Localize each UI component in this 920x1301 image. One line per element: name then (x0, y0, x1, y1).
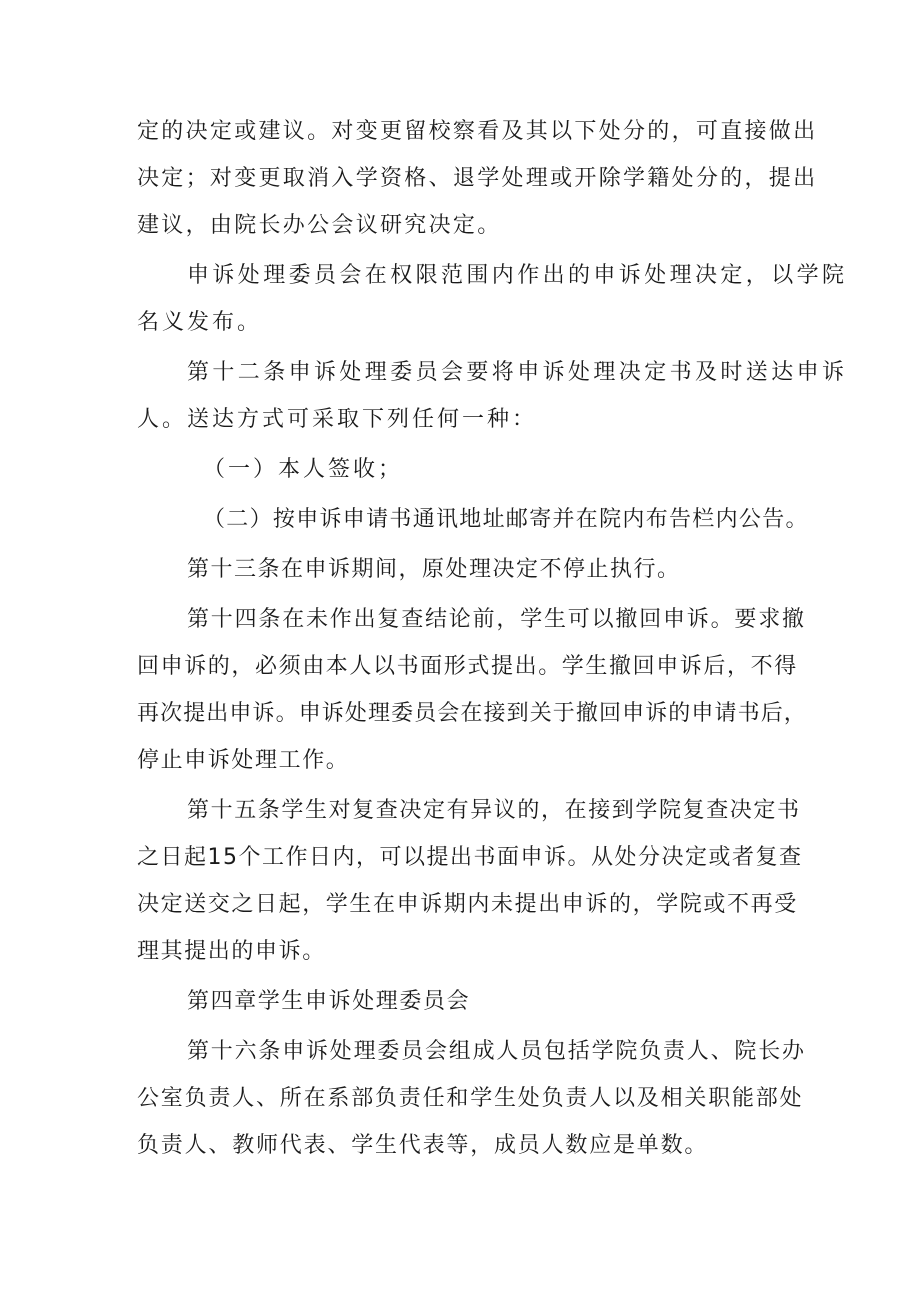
text-line: 再次提出申诉。申诉处理委员会在接到关于撤回申诉的申请书后， (137, 701, 807, 726)
text-line: 决定；对变更取消入学资格、退学处理或开除学籍处分的，提出 (137, 166, 818, 191)
text-line: 理其提出的申诉。 (137, 939, 326, 964)
text-line: 名义发布。 (137, 310, 263, 335)
text-line: 公室负责人、所在系部负责任和学生处负责人以及相关职能部处 (137, 1086, 804, 1111)
text-line: 人。送达方式可采取下列任何一种： (137, 407, 538, 432)
text-line: 定的决定或建议。对变更留校察看及其以下处分的，可直接做出 (137, 119, 818, 144)
list-item-2: （二）按申诉申请书通讯地址邮寄并在院内布告栏内公告。 (203, 507, 809, 532)
article-16-heading-line: 第十六条申诉处理委员会组成人员包括学院负责人、院长办 (187, 1039, 806, 1064)
article-13-line: 第十三条在申诉期间，原处理决定不停止执行。 (187, 557, 681, 582)
paragraph-first-line: 申诉处理委员会在权限范围内作出的申诉处理决定，以学院 (187, 263, 848, 288)
article-15-heading-line: 第十五条学生对复查决定有异议的，在接到学院复查决定书 (187, 798, 801, 823)
text-line: 回申诉的，必须由本人以书面形式提出。学生撤回申诉后，不得 (137, 654, 798, 679)
text-line: 负责人、教师代表、学生代表等，成员人数应是单数。 (137, 1133, 709, 1158)
text-line: 停止申诉处理工作。 (137, 748, 350, 773)
article-14-heading-line: 第十四条在未作出复查结论前，学生可以撤回申诉。要求撤 (187, 607, 806, 632)
article-12-heading-line: 第十二条申诉处理委员会要将申诉处理决定书及时送达申诉 (187, 360, 848, 385)
text-line: 建议，由院长办公会议研究决定。 (137, 213, 502, 238)
chapter-4-heading: 第四章学生申诉处理委员会 (187, 989, 471, 1014)
list-item-1: （一）本人签收； (203, 457, 404, 482)
text-line: 决定送交之日起，学生在申诉期内未提出申诉的，学院或不再受 (137, 892, 798, 917)
text-line: 之日起15个工作日内，可以提出书面申诉。从处分决定或者复查 (137, 845, 803, 870)
